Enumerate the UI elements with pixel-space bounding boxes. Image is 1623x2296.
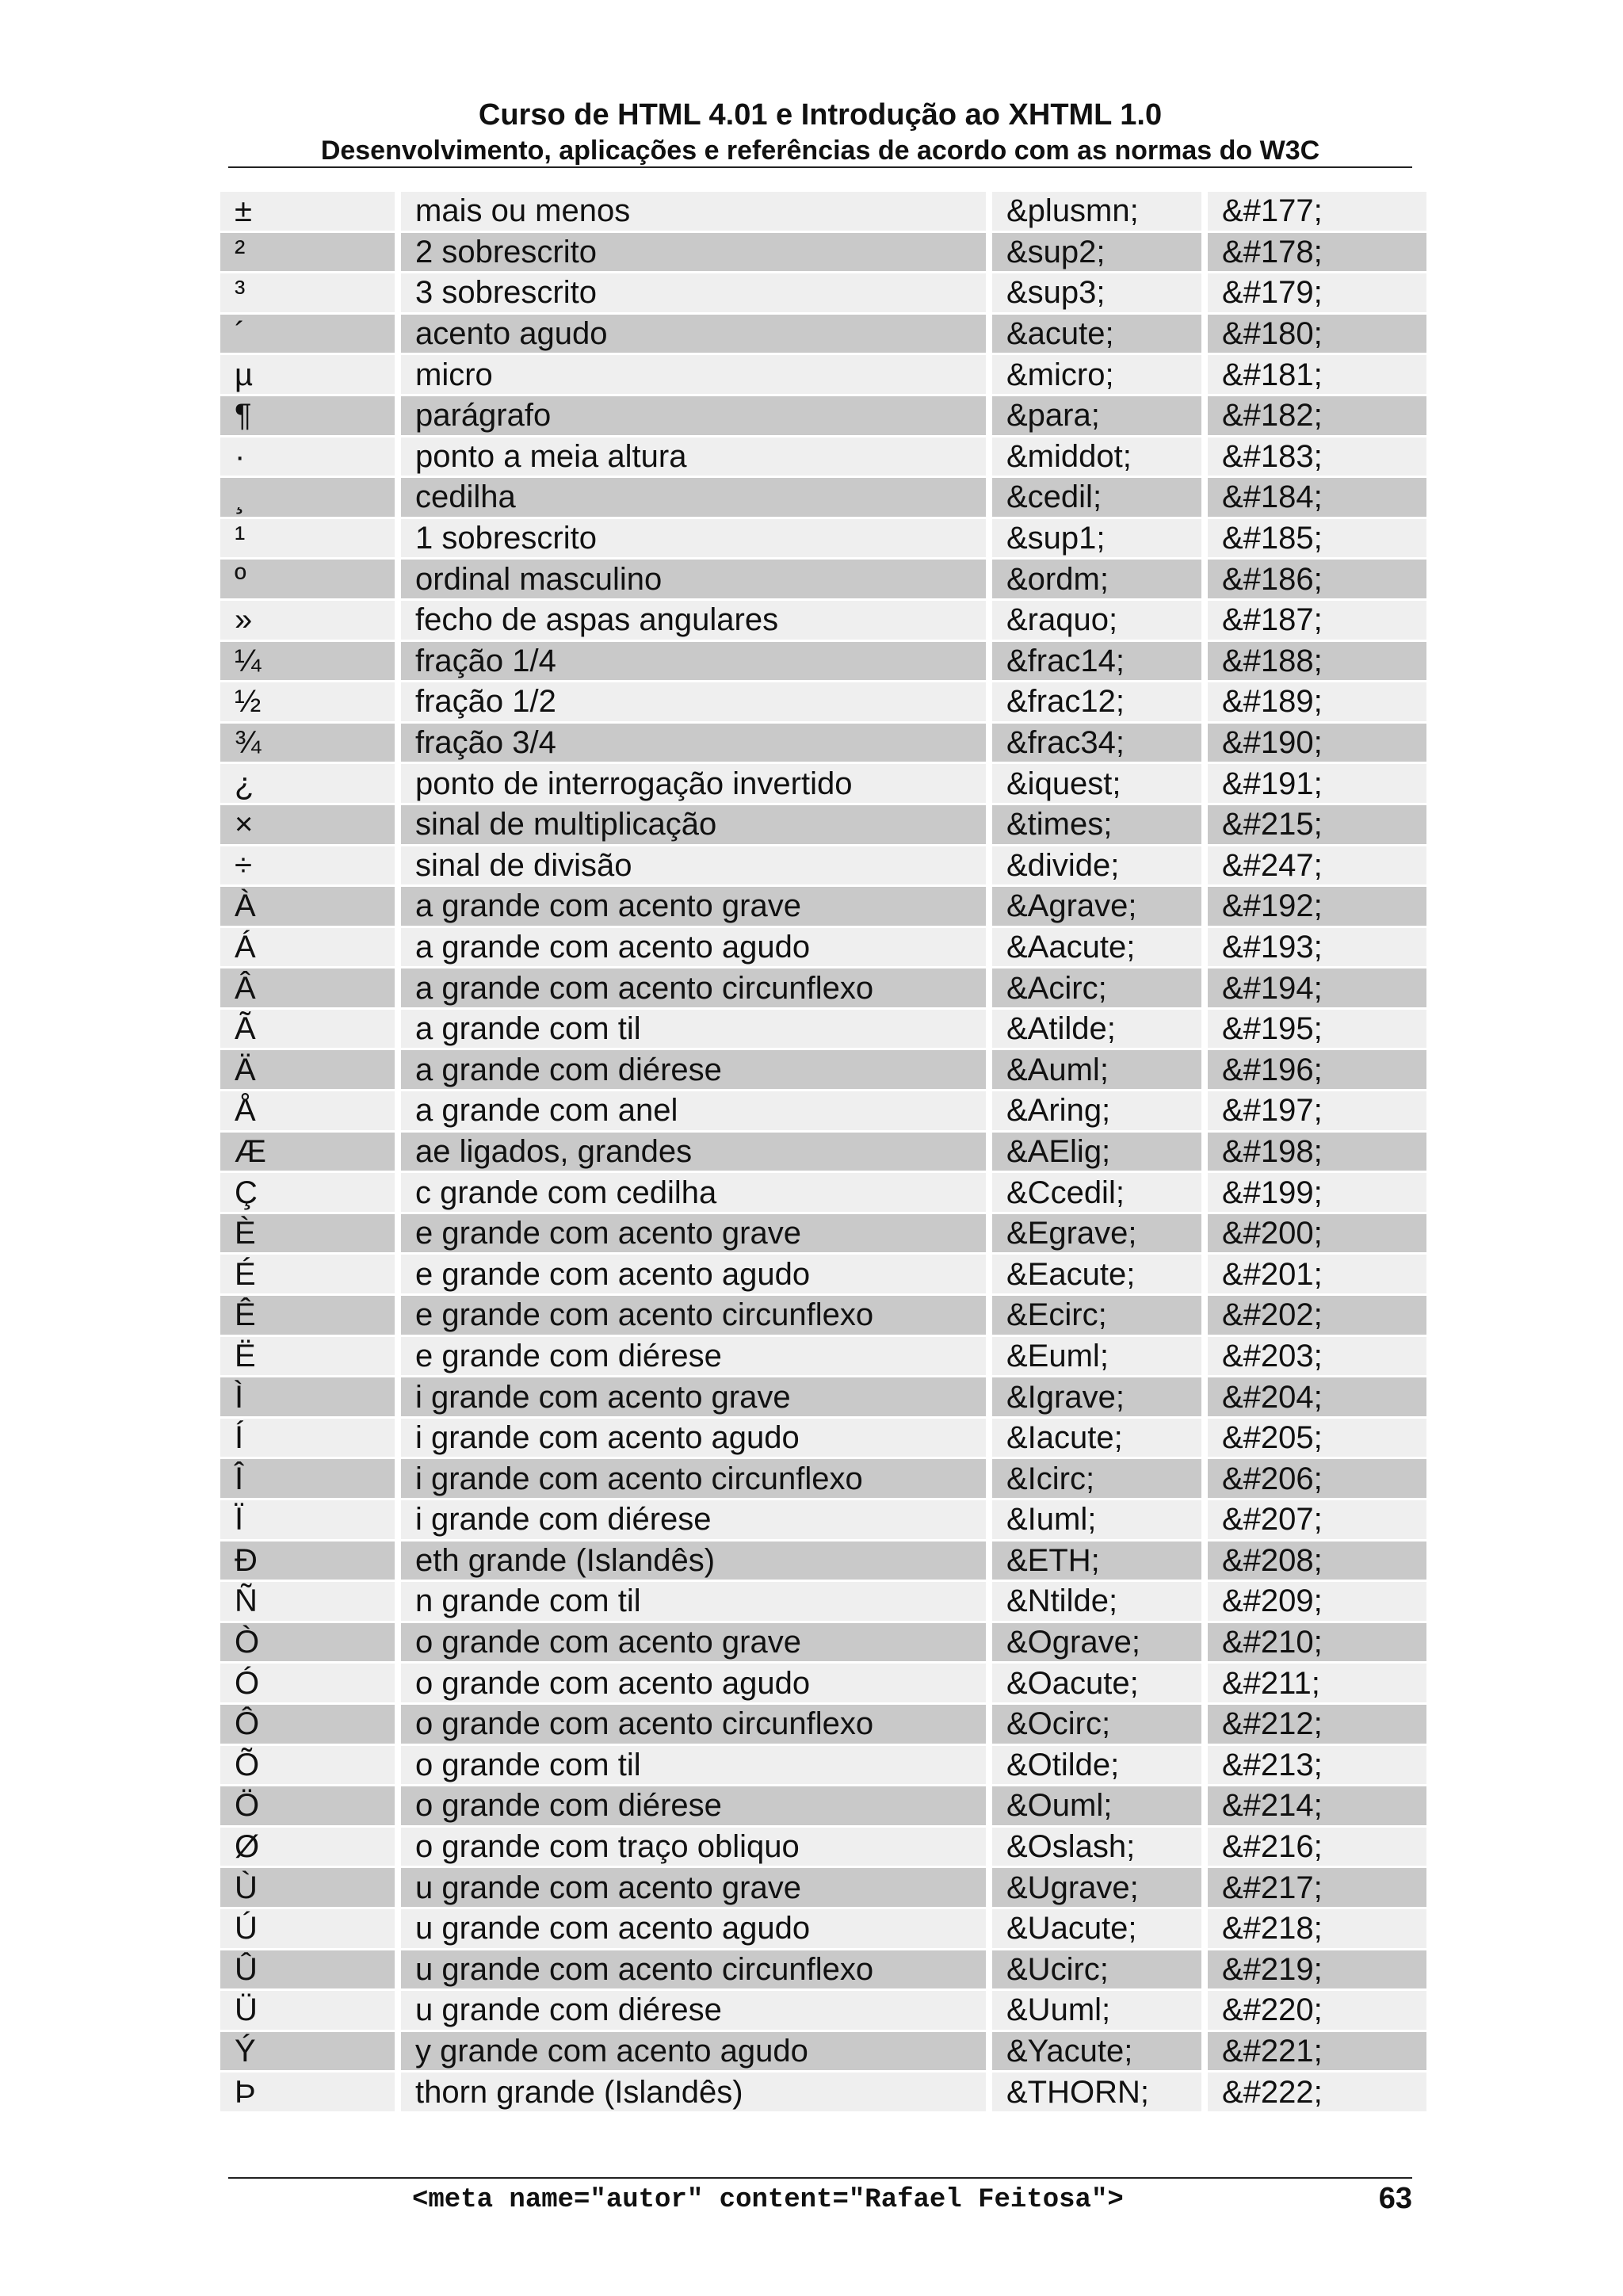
entity-name-cell: &acute; [992, 315, 1201, 356]
entity-char-cell: Ë [220, 1337, 395, 1378]
entity-description-cell: e grande com acento grave [401, 1214, 986, 1255]
entity-char-cell: ¸ [220, 478, 395, 519]
entity-name-cell: &Iuml; [992, 1500, 1201, 1541]
table-row [220, 273, 1426, 315]
entity-description-cell: o grande com acento agudo [401, 1664, 986, 1705]
entity-code-cell: &#199; [1208, 1173, 1426, 1214]
table-row [220, 642, 1426, 683]
entity-code-cell: &#217; [1208, 1868, 1426, 1909]
table-row [220, 1377, 1426, 1419]
entity-code-cell: &#208; [1208, 1541, 1426, 1583]
entity-table-body [220, 192, 1426, 2114]
entity-name-cell: &middot; [992, 437, 1201, 479]
table-row [220, 1705, 1426, 1746]
table-row [220, 846, 1426, 888]
table-row [220, 1500, 1426, 1541]
entity-description-cell: o grande com acento circunflexo [401, 1705, 986, 1746]
entity-code-cell: &#196; [1208, 1050, 1426, 1091]
entity-char-cell: Ï [220, 1500, 395, 1541]
entity-char-cell: Ì [220, 1377, 395, 1419]
entity-name-cell: &Acirc; [992, 968, 1201, 1010]
entity-code-cell: &#182; [1208, 396, 1426, 437]
entity-name-cell: &iquest; [992, 764, 1201, 805]
table-row [220, 1909, 1426, 1950]
entity-name-cell: &Uuml; [992, 1991, 1201, 2032]
table-row [220, 315, 1426, 356]
entity-name-cell: &Ccedil; [992, 1173, 1201, 1214]
footer-divider [228, 2177, 1412, 2179]
entity-description-cell: n grande com til [401, 1582, 986, 1623]
entity-description-cell: i grande com acento grave [401, 1377, 986, 1419]
entity-name-cell: &para; [992, 396, 1201, 437]
entity-char-cell: Å [220, 1091, 395, 1133]
entity-name-cell: &Ouml; [992, 1786, 1201, 1828]
entity-name-cell: &Ugrave; [992, 1868, 1201, 1909]
entity-code-cell: &#179; [1208, 273, 1426, 315]
entity-description-cell: acento agudo [401, 315, 986, 356]
entity-description-cell: u grande com acento agudo [401, 1909, 986, 1950]
document-title: Curso de HTML 4.01 e Introdução ao XHTML 1.0 [478, 98, 1163, 132]
entity-char-cell: Ê [220, 1296, 395, 1337]
entity-description-cell: o grande com traço obliquo [401, 1828, 986, 1869]
entity-description-cell: a grande com acento circunflexo [401, 968, 986, 1010]
table-row [220, 1746, 1426, 1787]
entity-code-cell: &#220; [1208, 1991, 1426, 2032]
entity-description-cell: e grande com diérese [401, 1337, 986, 1378]
entity-name-cell: &Ntilde; [992, 1582, 1201, 1623]
entity-code-cell: &#221; [1208, 2032, 1426, 2073]
entity-name-cell: &Eacute; [992, 1255, 1201, 1296]
entity-char-cell: É [220, 1255, 395, 1296]
table-row [220, 968, 1426, 1010]
footer-meta-text: <meta name="autor" content="Rafael Feitosa"> [412, 2185, 1124, 2215]
table-row [220, 601, 1426, 642]
entity-description-cell: fecho de aspas angulares [401, 601, 986, 642]
entity-char-cell: Ç [220, 1173, 395, 1214]
entity-name-cell: &Ucirc; [992, 1950, 1201, 1992]
entity-description-cell: ordinal masculino [401, 560, 986, 601]
entity-char-cell: º [220, 560, 395, 601]
table-row [220, 1296, 1426, 1337]
table-row [220, 764, 1426, 805]
table-row [220, 1214, 1426, 1255]
table-row [220, 1868, 1426, 1909]
entity-description-cell: parágrafo [401, 396, 986, 437]
entity-name-cell: &Oslash; [992, 1828, 1201, 1869]
entity-char-cell: ¼ [220, 642, 395, 683]
entity-code-cell: &#204; [1208, 1377, 1426, 1419]
entity-char-cell: Â [220, 968, 395, 1010]
entity-description-cell: fração 3/4 [401, 724, 986, 765]
table-row [220, 478, 1426, 519]
entity-code-cell: &#213; [1208, 1746, 1426, 1787]
entity-char-cell: Ý [220, 2032, 395, 2073]
table-row [220, 887, 1426, 928]
table-row [220, 2032, 1426, 2073]
entity-description-cell: eth grande (Islandês) [401, 1541, 986, 1583]
table-row [220, 928, 1426, 969]
entity-code-cell: &#191; [1208, 764, 1426, 805]
entity-name-cell: &Agrave; [992, 887, 1201, 928]
entity-char-cell: Á [220, 928, 395, 969]
table-row [220, 396, 1426, 437]
table-row [220, 1419, 1426, 1460]
entity-char-cell: Ô [220, 1705, 395, 1746]
table-row [220, 1091, 1426, 1133]
entity-name-cell: &ETH; [992, 1541, 1201, 1583]
entity-description-cell: a grande com acento agudo [401, 928, 986, 969]
entity-description-cell: o grande com til [401, 1746, 986, 1787]
entity-code-cell: &#198; [1208, 1133, 1426, 1174]
entity-code-cell: &#181; [1208, 355, 1426, 396]
entity-name-cell: &Uacute; [992, 1909, 1201, 1950]
entity-code-cell: &#201; [1208, 1255, 1426, 1296]
entity-code-cell: &#215; [1208, 805, 1426, 846]
entity-name-cell: &AElig; [992, 1133, 1201, 1174]
entity-code-cell: &#190; [1208, 724, 1426, 765]
entity-code-cell: &#219; [1208, 1950, 1426, 1992]
entity-name-cell: &cedil; [992, 478, 1201, 519]
entity-char-cell: Í [220, 1419, 395, 1460]
entity-code-cell: &#207; [1208, 1500, 1426, 1541]
entity-code-cell: &#187; [1208, 601, 1426, 642]
entity-description-cell: a grande com til [401, 1010, 986, 1051]
entity-char-cell: ¹ [220, 519, 395, 560]
table-row [220, 805, 1426, 846]
entity-name-cell: &Ecirc; [992, 1296, 1201, 1337]
table-row [220, 192, 1426, 233]
entity-name-cell: &Atilde; [992, 1010, 1201, 1051]
entity-name-cell: &ordm; [992, 560, 1201, 601]
entity-code-cell: &#192; [1208, 887, 1426, 928]
entity-char-cell: À [220, 887, 395, 928]
entity-code-cell: &#197; [1208, 1091, 1426, 1133]
entity-name-cell: &Egrave; [992, 1214, 1201, 1255]
entity-name-cell: &raquo; [992, 601, 1201, 642]
entity-description-cell: a grande com anel [401, 1091, 986, 1133]
page-header [228, 97, 1412, 168]
table-row [220, 519, 1426, 560]
table-row [220, 560, 1426, 601]
table-row [220, 1010, 1426, 1051]
entity-code-cell: &#177; [1208, 192, 1426, 233]
entity-code-cell: &#194; [1208, 968, 1426, 1010]
table-row [220, 1664, 1426, 1705]
entity-code-cell: &#189; [1208, 682, 1426, 724]
entity-code-cell: &#183; [1208, 437, 1426, 479]
entity-char-cell: Ð [220, 1541, 395, 1583]
entity-char-cell: ÷ [220, 846, 395, 888]
entity-name-cell: &Euml; [992, 1337, 1201, 1378]
entity-description-cell: u grande com diérese [401, 1991, 986, 2032]
page-number: 63 [1378, 2182, 1412, 2215]
entity-code-cell: &#206; [1208, 1459, 1426, 1500]
entity-name-cell: &sup1; [992, 519, 1201, 560]
entity-description-cell: sinal de multiplicação [401, 805, 986, 846]
table-row [220, 1133, 1426, 1174]
table-row [220, 1337, 1426, 1378]
entity-char-cell: ¾ [220, 724, 395, 765]
entity-name-cell: &frac14; [992, 642, 1201, 683]
entity-code-cell: &#218; [1208, 1909, 1426, 1950]
entity-description-cell: e grande com acento circunflexo [401, 1296, 986, 1337]
entity-char-cell: Þ [220, 2073, 395, 2114]
entity-char-cell: ³ [220, 273, 395, 315]
entity-name-cell: &frac34; [992, 724, 1201, 765]
entity-code-cell: &#203; [1208, 1337, 1426, 1378]
entity-description-cell: y grande com acento agudo [401, 2032, 986, 2073]
entity-char-cell: Ñ [220, 1582, 395, 1623]
entity-description-cell: ponto de interrogação invertido [401, 764, 986, 805]
entity-description-cell: fração 1/4 [401, 642, 986, 683]
entity-code-cell: &#202; [1208, 1296, 1426, 1337]
entity-description-cell: e grande com acento agudo [401, 1255, 986, 1296]
document-subtitle: Desenvolvimento, aplicações e referências de acordo com as normas do W3C [320, 136, 1320, 166]
table-row [220, 1255, 1426, 1296]
entity-description-cell: 3 sobrescrito [401, 273, 986, 315]
entity-char-cell: Ò [220, 1623, 395, 1664]
entity-char-cell: ² [220, 233, 395, 274]
entity-name-cell: &micro; [992, 355, 1201, 396]
entity-code-cell: &#188; [1208, 642, 1426, 683]
entity-code-cell: &#195; [1208, 1010, 1426, 1051]
entity-char-cell: Ø [220, 1828, 395, 1869]
table-row [220, 1786, 1426, 1828]
table-row [220, 355, 1426, 396]
entity-name-cell: &times; [992, 805, 1201, 846]
entity-char-cell: ± [220, 192, 395, 233]
table-row [220, 1623, 1426, 1664]
entity-name-cell: &divide; [992, 846, 1201, 888]
entity-char-cell: Ü [220, 1991, 395, 2032]
entity-name-cell: &THORN; [992, 2073, 1201, 2114]
entity-description-cell: i grande com diérese [401, 1500, 986, 1541]
entity-code-cell: &#209; [1208, 1582, 1426, 1623]
entity-description-cell: fração 1/2 [401, 682, 986, 724]
entity-char-cell: Ã [220, 1010, 395, 1051]
entity-name-cell: &sup2; [992, 233, 1201, 274]
entity-char-cell: ¿ [220, 764, 395, 805]
entity-description-cell: a grande com acento grave [401, 887, 986, 928]
entity-name-cell: &Aacute; [992, 928, 1201, 969]
entity-description-cell: ae ligados, grandes [401, 1133, 986, 1174]
table-row [220, 724, 1426, 765]
table-row [220, 233, 1426, 274]
table-row [220, 1991, 1426, 2032]
header-divider [228, 166, 1412, 168]
entity-code-cell: &#184; [1208, 478, 1426, 519]
entity-name-cell: &sup3; [992, 273, 1201, 315]
entity-description-cell: o grande com diérese [401, 1786, 986, 1828]
entity-description-cell: u grande com acento circunflexo [401, 1950, 986, 1992]
entity-code-cell: &#212; [1208, 1705, 1426, 1746]
entity-description-cell: c grande com cedilha [401, 1173, 986, 1214]
entity-char-cell: µ [220, 355, 395, 396]
entity-name-cell: &Yacute; [992, 2032, 1201, 2073]
entity-name-cell: &frac12; [992, 682, 1201, 724]
table-row [220, 1459, 1426, 1500]
table-row [220, 1582, 1426, 1623]
entity-char-cell: × [220, 805, 395, 846]
entity-description-cell: 1 sobrescrito [401, 519, 986, 560]
entity-description-cell: i grande com acento circunflexo [401, 1459, 986, 1500]
entity-code-cell: &#222; [1208, 2073, 1426, 2114]
entity-table [214, 192, 1433, 2114]
entity-char-cell: ½ [220, 682, 395, 724]
entity-description-cell: sinal de divisão [401, 846, 986, 888]
entity-name-cell: &Aring; [992, 1091, 1201, 1133]
entity-char-cell: » [220, 601, 395, 642]
entity-char-cell: ´ [220, 315, 395, 356]
entity-code-cell: &#178; [1208, 233, 1426, 274]
table-row [220, 1173, 1426, 1214]
table-row [220, 2073, 1426, 2114]
entity-name-cell: &plusmn; [992, 192, 1201, 233]
entity-description-cell: o grande com acento grave [401, 1623, 986, 1664]
entity-code-cell: &#193; [1208, 928, 1426, 969]
entity-char-cell: Ù [220, 1868, 395, 1909]
entity-char-cell: Ó [220, 1664, 395, 1705]
entity-description-cell: u grande com acento grave [401, 1868, 986, 1909]
entity-char-cell: Ú [220, 1909, 395, 1950]
entity-code-cell: &#185; [1208, 519, 1426, 560]
table-row [220, 1828, 1426, 1869]
entity-name-cell: &Oacute; [992, 1664, 1201, 1705]
entity-description-cell: i grande com acento agudo [401, 1419, 986, 1460]
entity-name-cell: &Ocirc; [992, 1705, 1201, 1746]
entity-char-cell: È [220, 1214, 395, 1255]
entity-description-cell: cedilha [401, 478, 986, 519]
entity-code-cell: &#186; [1208, 560, 1426, 601]
table-row [220, 682, 1426, 724]
entity-code-cell: &#214; [1208, 1786, 1426, 1828]
entity-description-cell: 2 sobrescrito [401, 233, 986, 274]
entity-code-cell: &#210; [1208, 1623, 1426, 1664]
entity-name-cell: &Igrave; [992, 1377, 1201, 1419]
entity-name-cell: &Otilde; [992, 1746, 1201, 1787]
entity-description-cell: ponto a meia altura [401, 437, 986, 479]
entity-char-cell: ¶ [220, 396, 395, 437]
entity-code-cell: &#216; [1208, 1828, 1426, 1869]
table-row [220, 1950, 1426, 1992]
entity-name-cell: &Ograve; [992, 1623, 1201, 1664]
entity-code-cell: &#211; [1208, 1664, 1426, 1705]
entity-description-cell: micro [401, 355, 986, 396]
entity-code-cell: &#247; [1208, 846, 1426, 888]
entity-description-cell: mais ou menos [401, 192, 986, 233]
entity-code-cell: &#200; [1208, 1214, 1426, 1255]
entity-char-cell: Î [220, 1459, 395, 1500]
entity-name-cell: &Auml; [992, 1050, 1201, 1091]
entity-description-cell: thorn grande (Islandês) [401, 2073, 986, 2114]
table-row [220, 1541, 1426, 1583]
entity-char-cell: Û [220, 1950, 395, 1992]
table-row [220, 1050, 1426, 1091]
entity-char-cell: Æ [220, 1133, 395, 1174]
table-row [220, 437, 1426, 479]
entity-name-cell: &Iacute; [992, 1419, 1201, 1460]
entity-char-cell: Õ [220, 1746, 395, 1787]
entity-char-cell: Ö [220, 1786, 395, 1828]
entity-char-cell: · [220, 437, 395, 479]
entity-char-cell: Ä [220, 1050, 395, 1091]
entity-description-cell: a grande com diérese [401, 1050, 986, 1091]
entity-name-cell: &Icirc; [992, 1459, 1201, 1500]
entity-code-cell: &#205; [1208, 1419, 1426, 1460]
entity-code-cell: &#180; [1208, 315, 1426, 356]
